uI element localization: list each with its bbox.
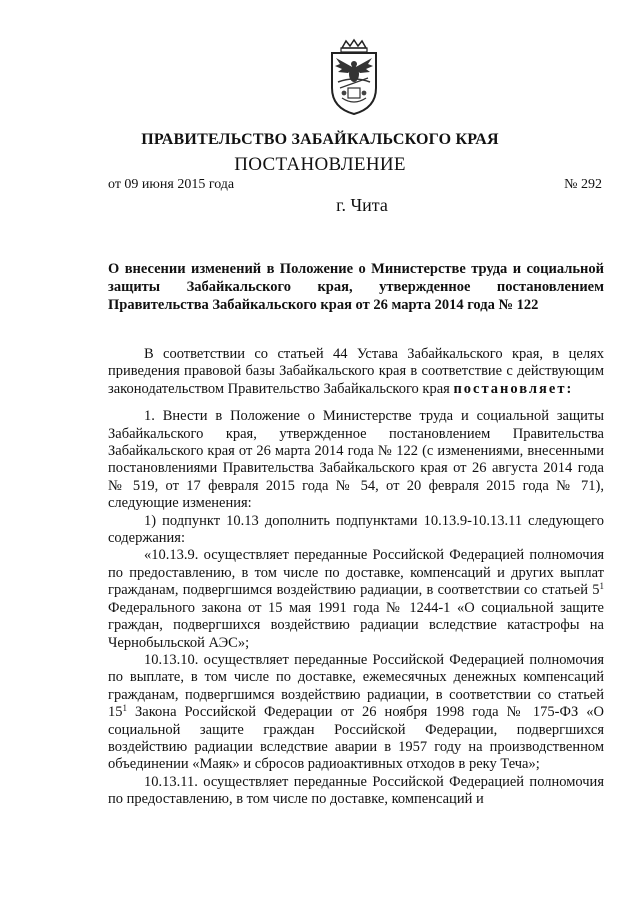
- paragraph-3-text-b: Федерального закона от 15 мая 1991 года № 1244-1 «О социальной защите граждан, подвергшихся воздействию радиации вследствие катастрофы на Чернобыльской АЭС»;: [108, 599, 604, 651]
- paragraph-4: [108, 652, 604, 774]
- coat-of-arms-icon: [318, 38, 390, 118]
- document-title: О внесении изменений в Положение о Министерстве труда и социальной защиты Забайкальского края, утвержденное постановлением Правительства Забайкальского края от 26 марта 2014 года № 122: [108, 261, 604, 313]
- preamble-paragraph: [108, 346, 604, 398]
- paragraph-4-text-a: 10.13.10. осуществляет переданные Российской Федерацией полномочия по выплате, в том числе по доставке, ежемесячных денежных компенсаций гражданам, подвергшимся воздействию радиации, в соответствии со статьей 15: [108, 651, 604, 721]
- document-city: г. Чита: [336, 195, 388, 215]
- preamble-text: В соответствии со статьей 44 Устава Забайкальского края, в целях приведения правовой базы Забайкальского края в соответствие с действующим законодательством Правительство Забайкальского края: [108, 346, 604, 397]
- paragraph-3-superscript: 1: [599, 581, 604, 592]
- document-date: от 09 июня 2015 года: [108, 177, 235, 192]
- paragraph-4-superscript: 1: [122, 703, 127, 714]
- paragraph-5: 10.13.11. осуществляет переданные Российской Федерацией полномочия по предоставлению, в том числе по доставке, компенсаций и: [108, 773, 604, 808]
- resolves-word: постановляет:: [453, 380, 574, 397]
- paragraph-3-text-a: «10.13.9. осуществляет переданные Российской Федерацией полномочия по предоставлению, в том числе по доставке, компенсаций и других выплат гражданам, подвергшимся воздействию радиации, в соответствии со статьей 5: [108, 547, 604, 599]
- document-type: ПОСТАНОВЛЕНИЕ: [234, 154, 406, 175]
- paragraph-1: 1. Внести в Положение о Министерстве труда и социальной защиты Забайкальского края, утвержденное постановлением Правительства Забайкальского края от 26 марта 2014 года № 122 (с изменениями, внесенными постановлениями Правительства Забайкальского края от 26 августа 2014 года № 519, от 17 февраля 2015 года № 54, от 20 февраля 2015 года № 71), следующие изменения:: [108, 408, 604, 512]
- paragraph-3: [108, 547, 604, 651]
- document-body: [108, 346, 604, 809]
- paragraph-2: 1) подпункт 10.13 дополнить подпунктами 10.13.9-10.13.11 следующего содержания:: [108, 512, 604, 547]
- document-number: № 292: [564, 177, 602, 192]
- organization-name: ПРАВИТЕЛЬСТВО ЗАБАЙКАЛЬСКОГО КРАЯ: [141, 131, 499, 148]
- paragraph-4-text-b: Закона Российской Федерации от 26 ноября 1998 года № 175-ФЗ «О социальной защите граждан Российской Федерации, подвергшихся воздействию радиации вследствие аварии в 1957 году на производственном объединении «Маяк» и сбросов радиоактивных отходов в реку Теча»;: [108, 704, 604, 773]
